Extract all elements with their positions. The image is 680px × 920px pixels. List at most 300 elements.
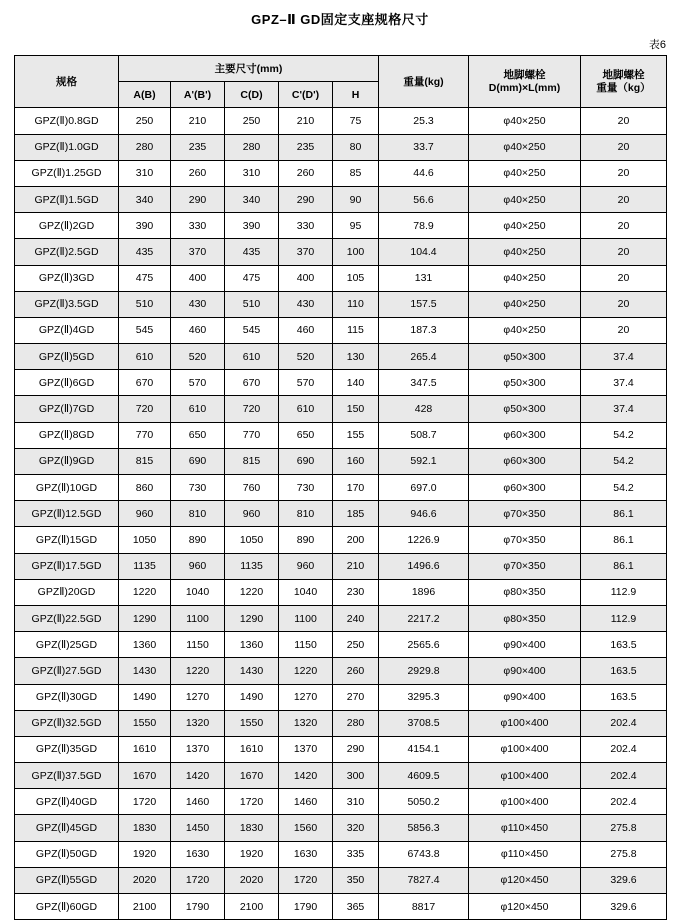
cell-bolt-weight: 37.4 <box>581 370 667 396</box>
cell-h: 230 <box>333 579 379 605</box>
cell-a-b: 1920 <box>119 841 171 867</box>
table-row <box>15 605 667 631</box>
cell-c-d: 1290 <box>225 605 279 631</box>
cell-bolt-weight: 20 <box>581 239 667 265</box>
cell-a-b: 1135 <box>119 553 171 579</box>
table-row <box>15 344 667 370</box>
header-main-dimensions: 主要尺寸(mm) <box>119 56 379 82</box>
cell-anchor-bolt: φ40×250 <box>469 186 581 212</box>
cell-spec: GPZ(Ⅱ)17.5GD <box>15 553 119 579</box>
header-bolt-weight-line2: 重量（kg） <box>596 81 651 94</box>
table-row <box>15 134 667 160</box>
cell-anchor-bolt: φ110×450 <box>469 815 581 841</box>
cell-c-d: 1920 <box>225 841 279 867</box>
cell-anchor-bolt: φ60×300 <box>469 448 581 474</box>
cell-bolt-weight: 20 <box>581 186 667 212</box>
cell-bolt-weight: 275.8 <box>581 815 667 841</box>
cell-h: 75 <box>333 108 379 134</box>
cell-h: 105 <box>333 265 379 291</box>
cell-c-d: 1135 <box>225 553 279 579</box>
cell-c-d: 720 <box>225 396 279 422</box>
cell-weight: 187.3 <box>379 317 469 343</box>
cell-a1-b1: 1220 <box>171 658 225 684</box>
cell-a-b: 475 <box>119 265 171 291</box>
cell-bolt-weight: 329.6 <box>581 894 667 920</box>
cell-c-d: 1720 <box>225 789 279 815</box>
cell-bolt-weight: 20 <box>581 108 667 134</box>
cell-a-b: 1050 <box>119 527 171 553</box>
cell-c-d: 1610 <box>225 736 279 762</box>
cell-c1-d1: 400 <box>279 265 333 291</box>
cell-spec: GPZ(Ⅱ)50GD <box>15 841 119 867</box>
cell-c-d: 815 <box>225 448 279 474</box>
cell-a1-b1: 210 <box>171 108 225 134</box>
cell-bolt-weight: 86.1 <box>581 527 667 553</box>
cell-anchor-bolt: φ70×350 <box>469 501 581 527</box>
cell-a1-b1: 400 <box>171 265 225 291</box>
cell-h: 110 <box>333 291 379 317</box>
table-row <box>15 867 667 893</box>
cell-spec: GPZ(Ⅱ)15GD <box>15 527 119 553</box>
cell-a-b: 1490 <box>119 684 171 710</box>
cell-weight: 428 <box>379 396 469 422</box>
cell-c-d: 610 <box>225 344 279 370</box>
cell-c-d: 760 <box>225 475 279 501</box>
cell-a1-b1: 1270 <box>171 684 225 710</box>
cell-c1-d1: 1100 <box>279 605 333 631</box>
cell-anchor-bolt: φ100×400 <box>469 710 581 736</box>
cell-c-d: 435 <box>225 239 279 265</box>
cell-spec: GPZ(Ⅱ)1.0GD <box>15 134 119 160</box>
table-number-label: 表6 <box>648 39 666 51</box>
cell-a1-b1: 810 <box>171 501 225 527</box>
cell-a-b: 860 <box>119 475 171 501</box>
header-anchor-bolt <box>469 56 581 108</box>
cell-a1-b1: 650 <box>171 422 225 448</box>
header-weight: 重量(kg) <box>379 56 469 108</box>
cell-spec: GPZ(Ⅱ)1.5GD <box>15 186 119 212</box>
cell-a-b: 250 <box>119 108 171 134</box>
cell-a-b: 280 <box>119 134 171 160</box>
cell-weight: 265.4 <box>379 344 469 370</box>
cell-a1-b1: 235 <box>171 134 225 160</box>
cell-anchor-bolt: φ100×400 <box>469 789 581 815</box>
cell-bolt-weight: 202.4 <box>581 736 667 762</box>
cell-spec: GPZⅡ)20GD <box>15 579 119 605</box>
cell-weight: 78.9 <box>379 213 469 239</box>
cell-c-d: 1830 <box>225 815 279 841</box>
cell-weight: 131 <box>379 265 469 291</box>
cell-c1-d1: 235 <box>279 134 333 160</box>
cell-h: 290 <box>333 736 379 762</box>
cell-h: 80 <box>333 134 379 160</box>
cell-weight: 3295.3 <box>379 684 469 710</box>
cell-a-b: 1430 <box>119 658 171 684</box>
cell-h: 100 <box>333 239 379 265</box>
cell-bolt-weight: 202.4 <box>581 710 667 736</box>
cell-a1-b1: 890 <box>171 527 225 553</box>
cell-c1-d1: 1420 <box>279 763 333 789</box>
cell-weight: 4609.5 <box>379 763 469 789</box>
cell-bolt-weight: 202.4 <box>581 763 667 789</box>
cell-c1-d1: 890 <box>279 527 333 553</box>
cell-a1-b1: 290 <box>171 186 225 212</box>
header-a1-b1: A'(B') <box>171 82 225 108</box>
cell-c1-d1: 1630 <box>279 841 333 867</box>
cell-spec: GPZ(Ⅱ)12.5GD <box>15 501 119 527</box>
cell-a1-b1: 430 <box>171 291 225 317</box>
cell-a1-b1: 1150 <box>171 632 225 658</box>
cell-c1-d1: 570 <box>279 370 333 396</box>
cell-a1-b1: 1100 <box>171 605 225 631</box>
cell-weight: 56.6 <box>379 186 469 212</box>
cell-h: 155 <box>333 422 379 448</box>
cell-spec: GPZ(Ⅱ)40GD <box>15 789 119 815</box>
table-row <box>15 396 667 422</box>
table-row <box>15 213 667 239</box>
table-row <box>15 789 667 815</box>
cell-spec: GPZ(Ⅱ)10GD <box>15 475 119 501</box>
table-row <box>15 684 667 710</box>
cell-bolt-weight: 37.4 <box>581 344 667 370</box>
cell-weight: 946.6 <box>379 501 469 527</box>
cell-a-b: 960 <box>119 501 171 527</box>
cell-weight: 33.7 <box>379 134 469 160</box>
cell-bolt-weight: 163.5 <box>581 632 667 658</box>
cell-a1-b1: 1450 <box>171 815 225 841</box>
cell-bolt-weight: 37.4 <box>581 396 667 422</box>
cell-c1-d1: 1560 <box>279 815 333 841</box>
cell-c-d: 1550 <box>225 710 279 736</box>
table-row <box>15 579 667 605</box>
cell-c-d: 310 <box>225 160 279 186</box>
cell-a-b: 1610 <box>119 736 171 762</box>
cell-a-b: 610 <box>119 344 171 370</box>
cell-anchor-bolt: φ50×300 <box>469 370 581 396</box>
cell-anchor-bolt: φ70×350 <box>469 527 581 553</box>
cell-anchor-bolt: φ70×350 <box>469 553 581 579</box>
cell-a1-b1: 330 <box>171 213 225 239</box>
cell-weight: 157.5 <box>379 291 469 317</box>
cell-spec: GPZ(Ⅱ)55GD <box>15 867 119 893</box>
cell-bolt-weight: 54.2 <box>581 422 667 448</box>
cell-c-d: 960 <box>225 501 279 527</box>
cell-anchor-bolt: φ110×450 <box>469 841 581 867</box>
cell-h: 90 <box>333 186 379 212</box>
cell-c1-d1: 1790 <box>279 894 333 920</box>
cell-a1-b1: 610 <box>171 396 225 422</box>
page-title: GPZ–Ⅱ GD固定支座规格尺寸 <box>251 12 429 27</box>
cell-h: 160 <box>333 448 379 474</box>
table-row <box>15 475 667 501</box>
table-row <box>15 894 667 920</box>
cell-bolt-weight: 275.8 <box>581 841 667 867</box>
cell-weight: 1896 <box>379 579 469 605</box>
cell-anchor-bolt: φ90×400 <box>469 632 581 658</box>
cell-weight: 3708.5 <box>379 710 469 736</box>
table-row <box>15 710 667 736</box>
cell-c1-d1: 460 <box>279 317 333 343</box>
header-h: H <box>333 82 379 108</box>
table-row <box>15 553 667 579</box>
cell-bolt-weight: 54.2 <box>581 448 667 474</box>
cell-a1-b1: 1460 <box>171 789 225 815</box>
cell-anchor-bolt: φ50×300 <box>469 396 581 422</box>
table-row <box>15 763 667 789</box>
table-row <box>15 239 667 265</box>
cell-a-b: 545 <box>119 317 171 343</box>
cell-spec: GPZ(Ⅱ)22.5GD <box>15 605 119 631</box>
cell-a-b: 310 <box>119 160 171 186</box>
cell-weight: 697.0 <box>379 475 469 501</box>
cell-weight: 5856.3 <box>379 815 469 841</box>
cell-a-b: 720 <box>119 396 171 422</box>
cell-h: 150 <box>333 396 379 422</box>
cell-h: 310 <box>333 789 379 815</box>
cell-c1-d1: 690 <box>279 448 333 474</box>
cell-h: 140 <box>333 370 379 396</box>
cell-c1-d1: 260 <box>279 160 333 186</box>
cell-c1-d1: 1150 <box>279 632 333 658</box>
cell-bolt-weight: 163.5 <box>581 684 667 710</box>
cell-anchor-bolt: φ60×300 <box>469 422 581 448</box>
cell-weight: 7827.4 <box>379 867 469 893</box>
cell-c1-d1: 960 <box>279 553 333 579</box>
cell-h: 270 <box>333 684 379 710</box>
cell-a1-b1: 1370 <box>171 736 225 762</box>
cell-a-b: 1720 <box>119 789 171 815</box>
cell-spec: GPZ(Ⅱ)6GD <box>15 370 119 396</box>
table-row <box>15 160 667 186</box>
cell-a1-b1: 960 <box>171 553 225 579</box>
cell-bolt-weight: 112.9 <box>581 579 667 605</box>
cell-a-b: 670 <box>119 370 171 396</box>
cell-h: 350 <box>333 867 379 893</box>
cell-a1-b1: 570 <box>171 370 225 396</box>
cell-bolt-weight: 202.4 <box>581 789 667 815</box>
cell-weight: 508.7 <box>379 422 469 448</box>
table-row <box>15 265 667 291</box>
cell-h: 240 <box>333 605 379 631</box>
cell-a-b: 1360 <box>119 632 171 658</box>
cell-anchor-bolt: φ40×250 <box>469 213 581 239</box>
table-row <box>15 422 667 448</box>
cell-c1-d1: 330 <box>279 213 333 239</box>
cell-spec: GPZ(Ⅱ)2GD <box>15 213 119 239</box>
cell-h: 210 <box>333 553 379 579</box>
cell-weight: 6743.8 <box>379 841 469 867</box>
cell-c1-d1: 1220 <box>279 658 333 684</box>
cell-anchor-bolt: φ60×300 <box>469 475 581 501</box>
cell-anchor-bolt: φ80×350 <box>469 579 581 605</box>
cell-bolt-weight: 20 <box>581 160 667 186</box>
cell-spec: GPZ(Ⅱ)35GD <box>15 736 119 762</box>
cell-anchor-bolt: φ80×350 <box>469 605 581 631</box>
cell-c1-d1: 610 <box>279 396 333 422</box>
header-a-b: A(B) <box>119 82 171 108</box>
cell-a1-b1: 260 <box>171 160 225 186</box>
cell-a-b: 390 <box>119 213 171 239</box>
cell-h: 365 <box>333 894 379 920</box>
header-c1-d1: C'(D') <box>279 82 333 108</box>
cell-a-b: 1550 <box>119 710 171 736</box>
cell-a-b: 1670 <box>119 763 171 789</box>
cell-a1-b1: 1040 <box>171 579 225 605</box>
header-anchor-bolt-line1: 地脚螺栓 <box>503 68 546 81</box>
cell-weight: 1226.9 <box>379 527 469 553</box>
cell-a-b: 1830 <box>119 815 171 841</box>
cell-spec: GPZ(Ⅱ)4GD <box>15 317 119 343</box>
specification-table <box>14 55 667 920</box>
table-row <box>15 186 667 212</box>
cell-a1-b1: 520 <box>171 344 225 370</box>
cell-weight: 104.4 <box>379 239 469 265</box>
cell-h: 250 <box>333 632 379 658</box>
cell-a-b: 2100 <box>119 894 171 920</box>
cell-anchor-bolt: φ40×250 <box>469 265 581 291</box>
cell-weight: 1496.6 <box>379 553 469 579</box>
cell-a-b: 2020 <box>119 867 171 893</box>
cell-c-d: 1490 <box>225 684 279 710</box>
cell-weight: 2565.6 <box>379 632 469 658</box>
cell-a1-b1: 460 <box>171 317 225 343</box>
cell-weight: 2217.2 <box>379 605 469 631</box>
cell-c-d: 390 <box>225 213 279 239</box>
header-spec: 规格 <box>15 56 119 108</box>
cell-spec: GPZ(Ⅱ)9GD <box>15 448 119 474</box>
cell-c1-d1: 650 <box>279 422 333 448</box>
table-row <box>15 632 667 658</box>
cell-bolt-weight: 20 <box>581 265 667 291</box>
cell-a1-b1: 690 <box>171 448 225 474</box>
cell-anchor-bolt: φ40×250 <box>469 317 581 343</box>
table-row <box>15 448 667 474</box>
cell-c-d: 2100 <box>225 894 279 920</box>
cell-weight: 592.1 <box>379 448 469 474</box>
cell-c-d: 340 <box>225 186 279 212</box>
cell-anchor-bolt: φ120×450 <box>469 867 581 893</box>
cell-c-d: 545 <box>225 317 279 343</box>
cell-spec: GPZ(Ⅱ)30GD <box>15 684 119 710</box>
cell-a-b: 510 <box>119 291 171 317</box>
table-row <box>15 291 667 317</box>
cell-h: 300 <box>333 763 379 789</box>
header-bolt-weight-line1: 地脚螺栓 <box>602 68 645 81</box>
cell-a-b: 1220 <box>119 579 171 605</box>
cell-spec: GPZ(Ⅱ)5GD <box>15 344 119 370</box>
cell-weight: 25.3 <box>379 108 469 134</box>
cell-weight: 2929.8 <box>379 658 469 684</box>
cell-weight: 44.6 <box>379 160 469 186</box>
cell-weight: 347.5 <box>379 370 469 396</box>
header-c-d: C(D) <box>225 82 279 108</box>
cell-anchor-bolt: φ90×400 <box>469 684 581 710</box>
cell-a1-b1: 370 <box>171 239 225 265</box>
cell-h: 185 <box>333 501 379 527</box>
cell-h: 280 <box>333 710 379 736</box>
cell-spec: GPZ(Ⅱ)2.5GD <box>15 239 119 265</box>
table-row <box>15 736 667 762</box>
cell-a-b: 435 <box>119 239 171 265</box>
table-row <box>15 370 667 396</box>
table-header <box>15 56 667 108</box>
cell-anchor-bolt: φ100×400 <box>469 763 581 789</box>
cell-spec: GPZ(Ⅱ)37.5GD <box>15 763 119 789</box>
table-row <box>15 527 667 553</box>
table-row <box>15 841 667 867</box>
cell-h: 130 <box>333 344 379 370</box>
cell-weight: 5050.2 <box>379 789 469 815</box>
cell-bolt-weight: 54.2 <box>581 475 667 501</box>
cell-weight: 4154.1 <box>379 736 469 762</box>
cell-h: 85 <box>333 160 379 186</box>
cell-a1-b1: 1720 <box>171 867 225 893</box>
cell-c-d: 2020 <box>225 867 279 893</box>
cell-bolt-weight: 20 <box>581 317 667 343</box>
cell-a1-b1: 1420 <box>171 763 225 789</box>
cell-anchor-bolt: φ40×250 <box>469 291 581 317</box>
cell-anchor-bolt: φ40×250 <box>469 108 581 134</box>
cell-anchor-bolt: φ40×250 <box>469 239 581 265</box>
table-row <box>15 815 667 841</box>
cell-anchor-bolt: φ100×400 <box>469 736 581 762</box>
cell-a1-b1: 1790 <box>171 894 225 920</box>
cell-c-d: 1050 <box>225 527 279 553</box>
cell-c-d: 1670 <box>225 763 279 789</box>
cell-h: 200 <box>333 527 379 553</box>
cell-spec: GPZ(Ⅱ)0.8GD <box>15 108 119 134</box>
cell-c-d: 670 <box>225 370 279 396</box>
cell-weight: 8817 <box>379 894 469 920</box>
cell-spec: GPZ(Ⅱ)3.5GD <box>15 291 119 317</box>
cell-c1-d1: 1040 <box>279 579 333 605</box>
cell-c1-d1: 1460 <box>279 789 333 815</box>
cell-spec: GPZ(Ⅱ)32.5GD <box>15 710 119 736</box>
cell-bolt-weight: 163.5 <box>581 658 667 684</box>
cell-a1-b1: 1320 <box>171 710 225 736</box>
cell-spec: GPZ(Ⅱ)27.5GD <box>15 658 119 684</box>
cell-anchor-bolt: φ40×250 <box>469 160 581 186</box>
cell-c-d: 1360 <box>225 632 279 658</box>
cell-a-b: 770 <box>119 422 171 448</box>
cell-bolt-weight: 112.9 <box>581 605 667 631</box>
header-bolt-weight <box>581 56 667 108</box>
cell-c-d: 510 <box>225 291 279 317</box>
cell-spec: GPZ(Ⅱ)7GD <box>15 396 119 422</box>
cell-c1-d1: 430 <box>279 291 333 317</box>
cell-c1-d1: 520 <box>279 344 333 370</box>
table-container <box>0 55 680 920</box>
table-row <box>15 108 667 134</box>
cell-c-d: 1430 <box>225 658 279 684</box>
cell-c1-d1: 370 <box>279 239 333 265</box>
cell-c-d: 250 <box>225 108 279 134</box>
cell-anchor-bolt: φ90×400 <box>469 658 581 684</box>
cell-anchor-bolt: φ40×250 <box>469 134 581 160</box>
cell-c1-d1: 1270 <box>279 684 333 710</box>
cell-spec: GPZ(Ⅱ)8GD <box>15 422 119 448</box>
cell-bolt-weight: 86.1 <box>581 501 667 527</box>
table-row <box>15 501 667 527</box>
cell-h: 335 <box>333 841 379 867</box>
cell-c1-d1: 290 <box>279 186 333 212</box>
cell-h: 115 <box>333 317 379 343</box>
cell-c-d: 280 <box>225 134 279 160</box>
cell-c-d: 475 <box>225 265 279 291</box>
cell-spec: GPZ(Ⅱ)3GD <box>15 265 119 291</box>
cell-a-b: 815 <box>119 448 171 474</box>
header-anchor-bolt-line2: D(mm)×L(mm) <box>488 81 561 94</box>
